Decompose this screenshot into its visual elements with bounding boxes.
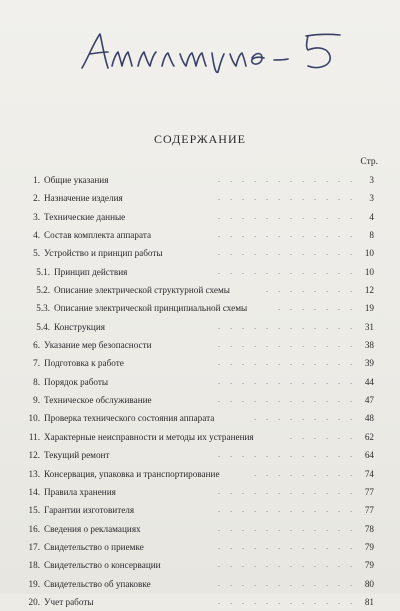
table-of-contents [0,171,400,611]
toc-entry-number: 5. [33,248,40,259]
toc-entry-number: 11. [28,431,40,442]
toc-entry [0,336,400,354]
toc-entry [0,538,400,556]
toc-leader-dots: ............ [218,560,362,570]
toc-entry [0,575,400,593]
toc-leader-dots: ............ [218,266,362,276]
toc-leader-dots: ............ [218,340,362,350]
toc-entry [0,409,400,427]
toc-leader-dots: ...... [290,431,362,441]
toc-leader-dots: ............ [218,175,362,184]
page-column-label: Стр. [360,157,378,167]
toc-entry [0,263,400,281]
toc-entry-page: 38 [364,340,374,351]
toc-entry-label: Принцип действия [54,266,128,277]
toc-entry-number: 12. [28,450,40,461]
toc-entry-page: 47 [364,395,374,406]
toc-leader-dots: ............ [218,211,362,221]
toc-entry-label: Конструкция [54,321,105,332]
toc-entry [0,501,400,519]
toc-entry-page: 39 [364,358,374,369]
toc-entry [0,208,400,226]
toc-entry-number: 5.4. [36,321,50,332]
toc-entry-label: Свидетельство об упаковке [44,578,151,589]
toc-entry-label: Проверка технического состояния аппарата [44,413,215,424]
toc-entry-number: 7. [33,358,40,369]
toc-leader-dots: ............ [218,486,362,496]
toc-leader-dots: ............ [218,596,362,606]
toc-entry-label: Техническое обслуживание [44,395,152,406]
toc-entry-label: Устройство и принцип работы [44,248,163,259]
toc-entry-label: Свидетельство о консервации [44,560,161,571]
toc-entry-number: 2. [33,193,40,204]
toc-entry-number: 16. [28,523,40,534]
toc-leader-dots: ......... [254,413,362,423]
toc-entry-page: 10 [364,266,374,277]
toc-entry [0,354,400,372]
toc-entry-label: Характерные неисправности и методы их устранения [44,431,254,442]
toc-entry-number: 9. [33,395,40,406]
handwritten-note [78,28,368,74]
toc-leader-dots: ............ [218,395,362,405]
toc-entry-label: Консервация, упаковка и транспортирование [44,468,220,479]
toc-entry [0,226,400,244]
toc-entry-label: Состав комплекта аппарата [44,230,152,241]
toc-entry [0,373,400,391]
toc-entry-label: Правила хранения [44,486,116,497]
toc-leader-dots: ............ [218,541,362,551]
toc-entry-page: 19 [364,303,374,314]
toc-entry-number: 1. [33,175,40,185]
toc-entry-page: 80 [364,578,374,589]
page-title: СОДЕРЖАНИЕ [154,132,246,146]
toc-entry-label: Технические данные [44,211,126,222]
toc-entry-page: 31 [364,321,374,332]
toc-entry-number: 3. [33,211,40,222]
toc-entry-page: 79 [364,560,374,571]
handwritten-note-text [78,28,79,29]
toc-entry-label: Указание мер безопасности [44,340,152,351]
toc-entry-number: 13. [28,468,40,479]
toc-entry-label: Назначение изделия [44,193,123,204]
toc-entry [0,244,400,262]
toc-leader-dots: ............ [218,505,362,515]
toc-entry-number: 15. [28,505,40,516]
toc-entry [0,593,400,611]
toc-leader-dots: ......... [254,468,362,478]
toc-entry-page: 8 [369,230,374,241]
toc-leader-dots: ............ [218,193,362,203]
toc-entry-number: 20. [28,596,40,607]
toc-entry-number: 4. [33,230,40,241]
toc-entry-page: 48 [364,413,374,424]
toc-entry-page: 3 [369,175,374,185]
toc-entry-number: 17. [28,541,40,552]
toc-entry-page: 64 [364,450,374,461]
toc-leader-dots: ............ [218,523,362,533]
toc-entry-label: Описание электрической структурной схемы [54,285,230,296]
toc-entry [0,520,400,538]
toc-entry [0,556,400,574]
toc-entry-label: Подготовка к работе [44,358,124,369]
toc-entry [0,281,400,299]
toc-leader-dots: ....... [278,303,362,313]
toc-entry-label: Гарантии изготовителя [44,505,135,516]
toc-entry-label: Свидетельство о приемке [44,541,144,552]
toc-entry-page: 77 [364,505,374,516]
toc-entry-label: Текущий ремонт [44,450,110,461]
toc-entry-page: 3 [369,193,374,204]
toc-entry [0,189,400,207]
toc-entry-number: 14. [28,486,40,497]
toc-entry [0,171,400,189]
toc-leader-dots: ............ [218,248,362,258]
toc-entry-number: 19. [28,578,40,589]
toc-entry-number: 6. [33,340,40,351]
toc-leader-dots: ............ [218,578,362,588]
toc-entry-page: 12 [364,285,374,296]
toc-entry-page: 10 [364,248,374,259]
toc-entry-number: 10. [28,413,40,424]
toc-entry-number: 5.2. [36,285,50,296]
toc-entry-page: 79 [364,541,374,552]
toc-entry-label: Описание электрической принципиальной схемы [54,303,248,314]
toc-entry [0,446,400,464]
toc-entry-page: 74 [364,468,374,479]
toc-entry-page: 4 [369,211,374,222]
handwriting-scribble [78,28,368,74]
toc-entry-number: 18. [28,560,40,571]
toc-entry [0,318,400,336]
toc-entry [0,299,400,317]
toc-leader-dots: ........ [266,285,362,295]
toc-entry-page: 44 [364,376,374,387]
toc-entry-page: 62 [364,431,374,442]
toc-entry-number: 5.3. [36,303,50,314]
toc-entry-label: Учет работы [44,596,94,607]
toc-leader-dots: ............ [218,450,362,460]
toc-leader-dots: ............ [218,230,362,240]
toc-entry [0,483,400,501]
toc-leader-dots: ............ [218,358,362,368]
toc-entry [0,428,400,446]
toc-entry-number: 8. [33,376,40,387]
toc-entry-label: Порядок работы [44,376,109,387]
toc-entry-label: Общие указания [44,175,109,185]
toc-leader-dots: ............ [218,321,362,331]
toc-entry-page: 81 [364,596,374,607]
toc-entry-page: 78 [364,523,374,534]
toc-entry-number: 5.1. [36,266,50,277]
toc-entry [0,465,400,483]
toc-entry-label: Сведения о рекламациях [44,523,141,534]
toc-leader-dots: ............ [218,376,362,386]
toc-entry-page: 77 [364,486,374,497]
toc-entry [0,391,400,409]
